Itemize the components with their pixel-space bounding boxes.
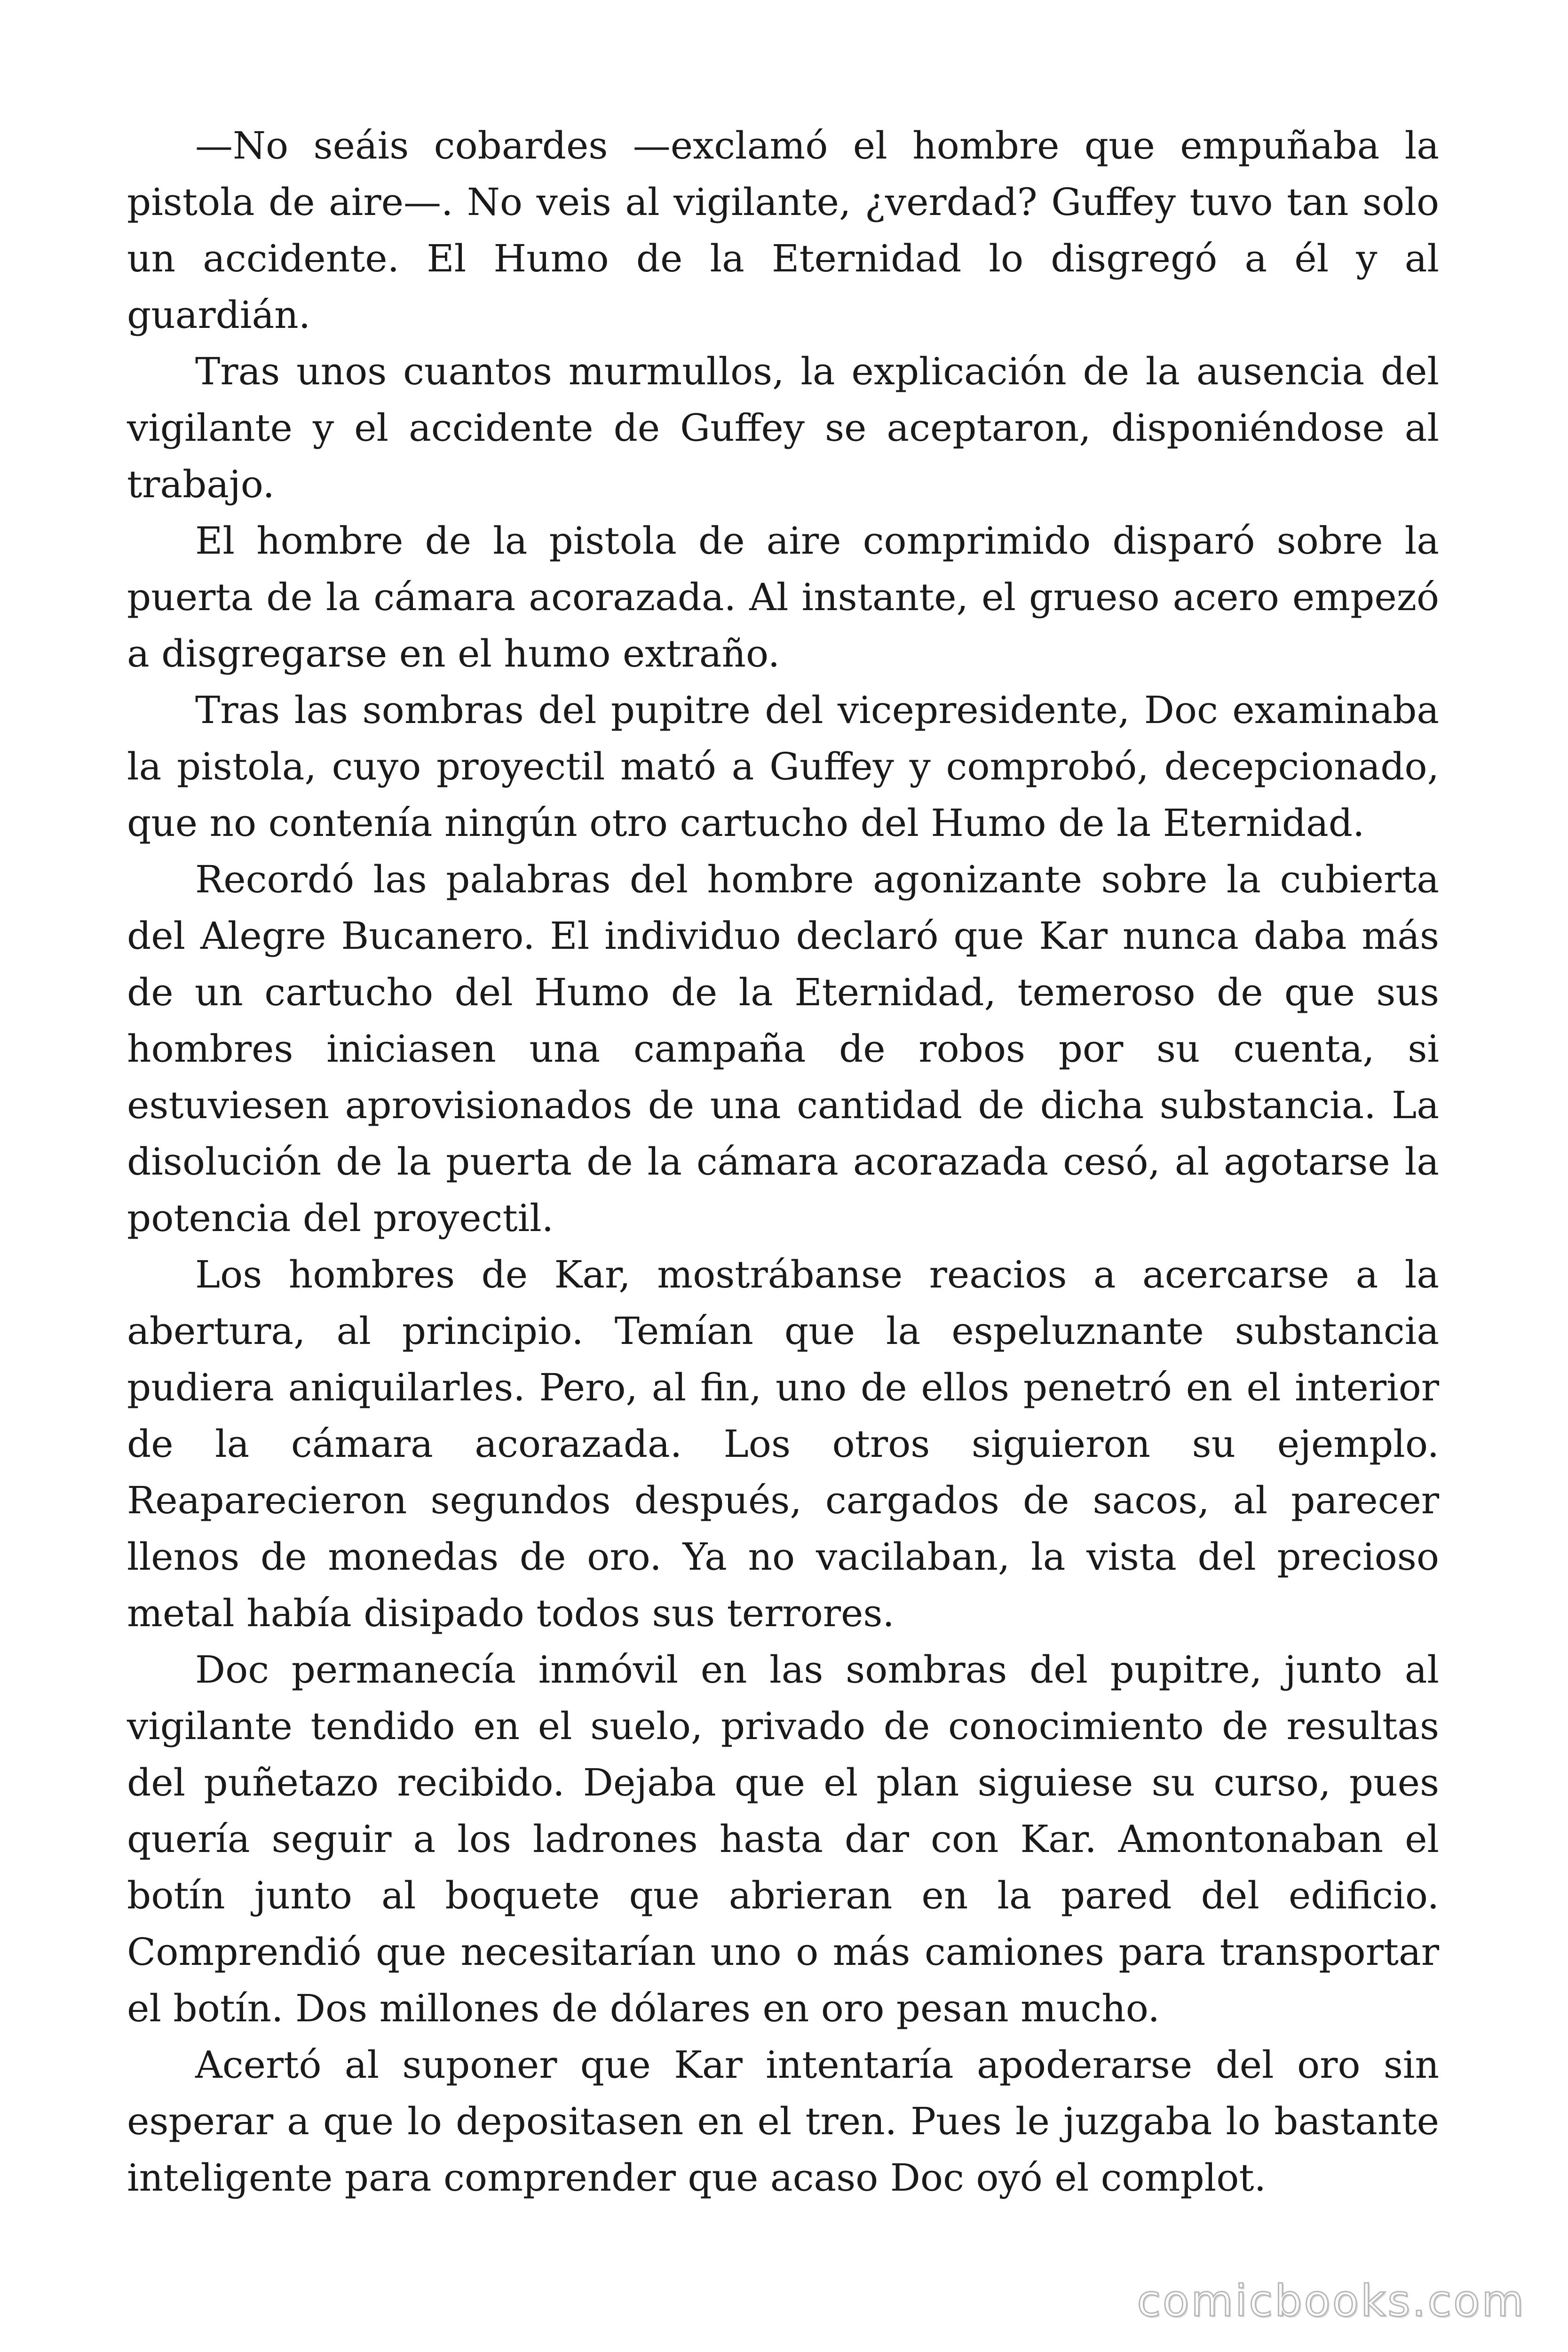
paragraph: Tras unos cuantos murmullos, la explicación de la ausencia del vigilante y el accidente de Guffey se aceptaron, disponiéndose al trabajo. [127, 350, 1439, 506]
paragraph: —No seáis cobardes —exclamó el hombre que empuñaba la pistola de aire—. No veis al vigilante, ¿verdad? Guffey tuvo tan solo un accidente. El Humo de la Eternidad lo disgregó a él y al guardián. [127, 124, 1439, 337]
paragraph: El hombre de la pistola de aire comprimido disparó sobre la puerta de la cámara acorazada. Al instante, el grueso acero empezó a disgregarse en el humo extraño. [127, 519, 1439, 675]
paragraph: Recordó las palabras del hombre agonizante sobre la cubierta del Alegre Bucanero. El individuo declaró que Kar nunca daba más de un cartucho del Humo de la Eternidad, temeroso de que sus hombres iniciasen una campaña de robos por su cuenta, si estuviesen aprovisionados de una cantidad de dicha substancia. La disolución de la puerta de la cámara acorazada cesó, al agotarse la potencia del proyectil. [127, 858, 1439, 1240]
paragraph: Acertó al suponer que Kar intentaría apoderarse del oro sin esperar a que lo depositasen en el tren. Pues le juzgaba lo bastante inteligente para comprender que acaso Doc oyó el complot. [127, 2043, 1439, 2200]
watermark: comicbooks.com [1137, 2276, 1526, 2326]
page-text [127, 118, 1439, 2206]
paragraph: Tras las sombras del pupitre del vicepresidente, Doc examinaba la pistola, cuyo proyectil mató a Guffey y comprobó, decepcionado, que no contenía ningún otro cartucho del Humo de la Eternidad. [127, 688, 1439, 845]
paragraph: Doc permanecía inmóvil en las sombras del pupitre, junto al vigilante tendido en el suelo, privado de conocimiento de resultas del puñetazo recibido. Dejaba que el plan siguiese su curso, pues quería seguir a los ladrones hasta dar con Kar. Amontonaban el botín junto al boquete que abrieran en la pared del edificio. Comprendió que necesitarían uno o más camiones para transportar el botín. Dos millones de dólares en oro pesan mucho. [127, 1648, 1439, 2030]
paragraph: Los hombres de Kar, mostrábanse reacios a acercarse a la abertura, al principio. Temían que la espeluznante substancia pudiera aniquilarles. Pero, al fin, uno de ellos penetró en el interior de la cámara acorazada. Los otros siguieron su ejemplo. Reaparecieron segundos después, cargados de sacos, al parecer llenos de monedas de oro. Ya no vacilaban, la vista del precioso metal había disipado todos sus terrores. [127, 1253, 1439, 1635]
